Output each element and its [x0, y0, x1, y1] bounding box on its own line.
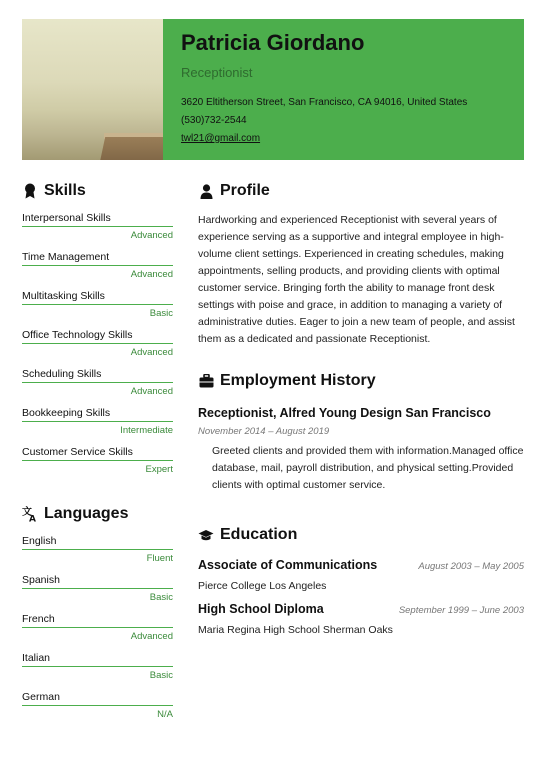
education-row	[198, 558, 524, 572]
employment-heading-label: Employment History	[220, 372, 376, 389]
email-link[interactable]: twl21@gmail.com	[181, 133, 261, 144]
right-column	[198, 178, 524, 636]
language-name: English	[22, 535, 173, 550]
skill-level: Advanced	[130, 386, 173, 397]
profile-heading	[198, 178, 524, 204]
photo-table-edge	[99, 137, 163, 160]
list-item	[22, 251, 173, 280]
candidate-title: Receptionist	[181, 65, 253, 80]
language-name: German	[22, 691, 173, 706]
left-column	[22, 178, 173, 720]
skill-name: Bookkeeping Skills	[22, 407, 173, 422]
language-level: Basic	[149, 670, 173, 681]
employment-heading	[198, 368, 524, 394]
education-entry	[198, 602, 524, 636]
profile-heading-label: Profile	[220, 182, 270, 199]
education-dates: August 2003 – May 2005	[418, 561, 524, 572]
profile-summary: Hardworking and experienced Receptionist with several years of experience serving as a supportive and integral employee in high-volume client settings. Experienced in creating schedules, making appointments, selling products, and providing clients with optimal customer service. Bringing forth the ability to manage front desk settings with poise and grace, in addition to managing a variety of administrative duties. Eager to join a new team of people, and assist them as a dedicated and passionate Receptionist.	[198, 214, 515, 345]
job-description: Greeted clients and provided them with information.Managed office database, mail, payroll distribution, and physical setting.Provided clients with optimal customer service.	[212, 445, 524, 491]
translate-icon	[22, 506, 38, 522]
skill-name: Interpersonal Skills	[22, 212, 173, 227]
list-item	[22, 652, 173, 681]
address-text: 3620 Eltitherson Street, San Francisco, CA 94016, United States	[181, 97, 468, 108]
education-degree: High School Diploma	[198, 602, 324, 616]
list-item	[22, 446, 173, 475]
svg-text:A: A	[29, 514, 36, 522]
person-icon	[198, 184, 214, 199]
languages-heading	[22, 501, 173, 527]
language-level: Advanced	[130, 631, 173, 642]
education-school: Maria Regina High School Sherman Oaks	[198, 624, 393, 636]
skill-name: Time Management	[22, 251, 173, 266]
skills-heading-label: Skills	[44, 182, 86, 199]
briefcase-icon	[198, 374, 214, 388]
skill-level: Intermediate	[120, 425, 173, 436]
list-item	[22, 574, 173, 603]
list-item	[22, 329, 173, 358]
education-heading-label: Education	[220, 526, 298, 543]
language-level: N/A	[157, 709, 173, 720]
education-school: Pierce College Los Angeles	[198, 580, 327, 592]
education-entry	[198, 558, 524, 592]
skill-level: Advanced	[130, 347, 173, 358]
list-item	[22, 613, 173, 642]
education-row	[198, 602, 524, 616]
skill-level: Advanced	[130, 269, 173, 280]
language-level: Fluent	[146, 553, 173, 564]
skill-level: Advanced	[130, 230, 173, 241]
skill-level: Basic	[149, 308, 173, 319]
skill-level: Expert	[145, 464, 173, 475]
job-title: Receptionist, Alfred Young Design San Francisco	[198, 406, 491, 420]
education-degree: Associate of Communications	[198, 558, 378, 572]
language-level: Basic	[149, 592, 173, 603]
skills-list	[22, 212, 173, 475]
contact-block	[181, 94, 506, 148]
resume-header	[22, 19, 524, 160]
language-name: French	[22, 613, 173, 628]
list-item	[22, 407, 173, 436]
language-name: Spanish	[22, 574, 173, 589]
award-icon	[22, 183, 38, 199]
skill-name: Customer Service Skills	[22, 446, 173, 461]
list-item	[22, 368, 173, 397]
job-dates: November 2014 – August 2019	[198, 426, 330, 437]
languages-heading-label: Languages	[44, 505, 129, 522]
phone-text: (530)732-2544	[181, 115, 247, 126]
languages-list	[22, 535, 173, 720]
candidate-name: Patricia Giordano	[181, 30, 365, 55]
skill-name: Office Technology Skills	[22, 329, 173, 344]
header-info	[163, 19, 524, 160]
svg-text:文: 文	[22, 507, 32, 518]
graduation-cap-icon	[198, 529, 214, 542]
list-item	[22, 535, 173, 564]
language-name: Italian	[22, 652, 173, 667]
job-entry	[198, 406, 524, 494]
skills-heading	[22, 178, 173, 204]
education-dates: September 1999 – June 2003	[398, 605, 524, 616]
profile-photo	[22, 19, 163, 160]
skill-name: Scheduling Skills	[22, 368, 173, 383]
list-item	[22, 290, 173, 319]
list-item	[22, 691, 173, 720]
education-heading	[198, 522, 524, 548]
list-item	[22, 212, 173, 241]
skill-name: Multitasking Skills	[22, 290, 173, 305]
